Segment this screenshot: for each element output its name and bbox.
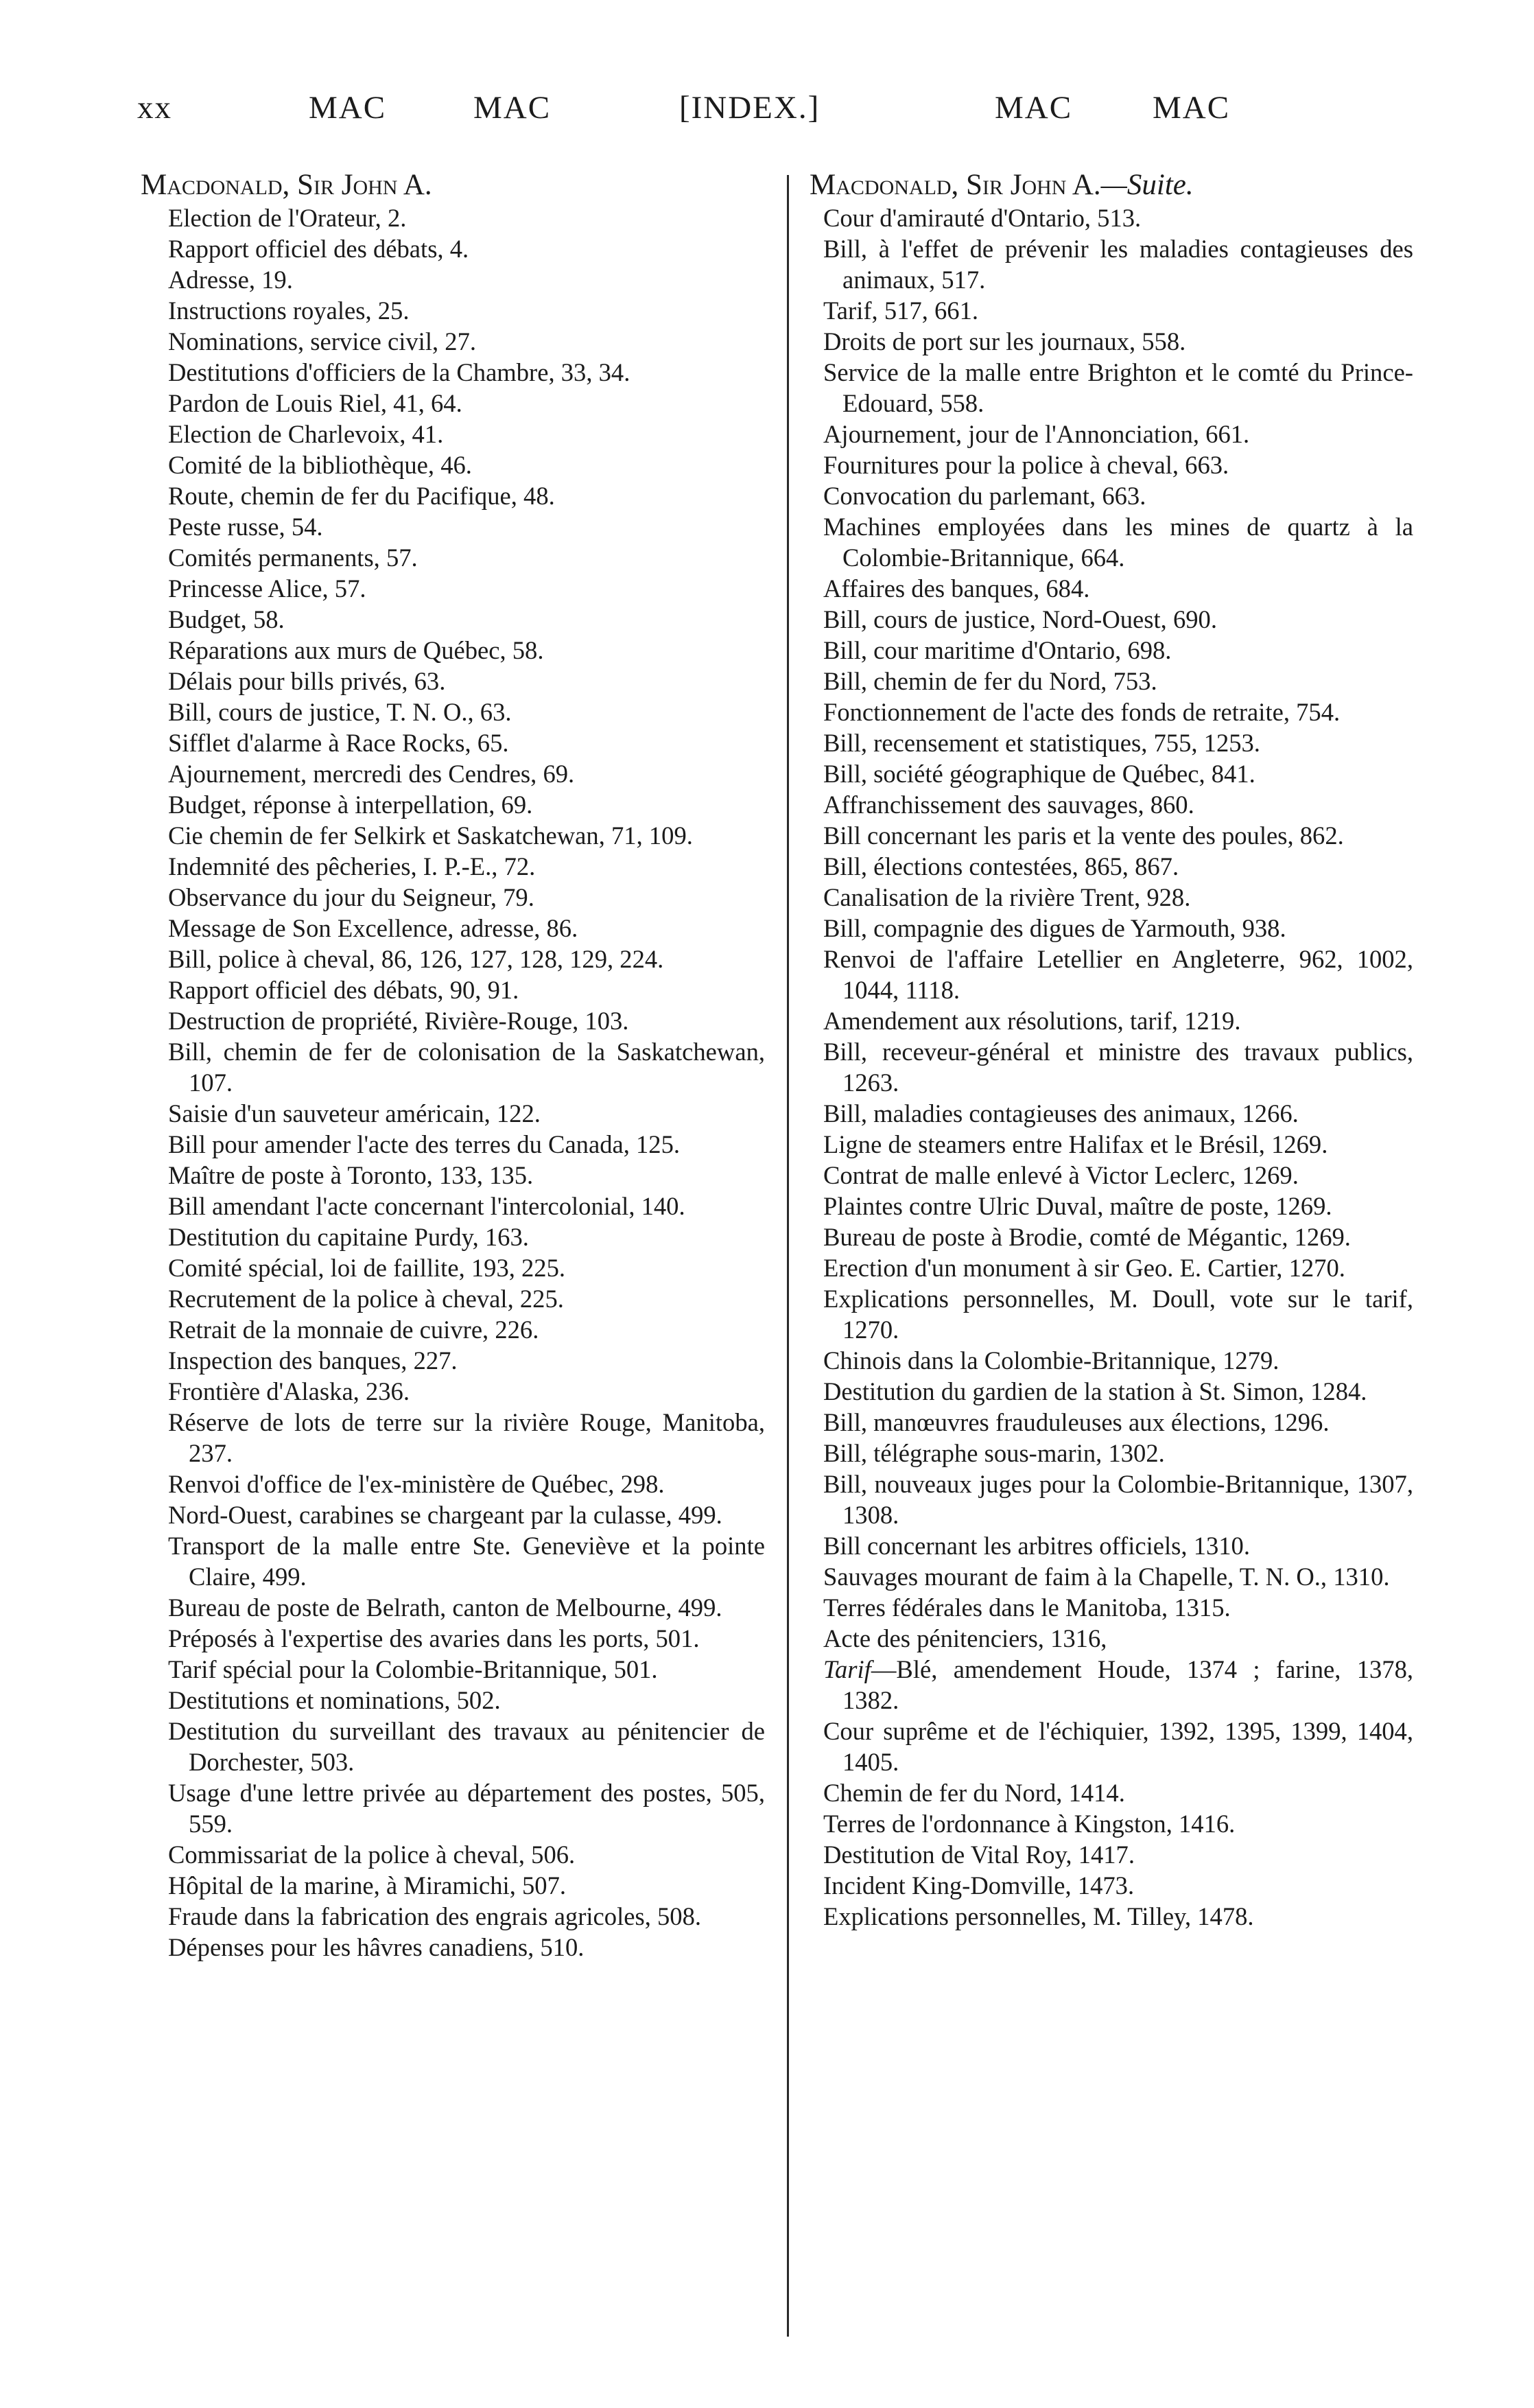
- right-entry-list: [810, 202, 1413, 1932]
- index-entry: Amendement aux résolutions, tarif, 1219.: [823, 1007, 1241, 1035]
- index-entry: Bill, cours de justice, Nord-Ouest, 690.: [823, 605, 1217, 633]
- index-entry: Inspection des banques, 227.: [168, 1346, 458, 1375]
- index-entry: Bill, élections contestées, 865, 867.: [823, 852, 1179, 880]
- index-entry: Fonctionnement de l'acte des fonds de retraite, 754.: [823, 698, 1341, 726]
- index-entry: Bill, police à cheval, 86, 126, 127, 128, 129, 224.: [168, 945, 664, 973]
- index-entry: Bill, manœuvres frauduleuses aux élections, 1296.: [823, 1408, 1330, 1436]
- index-entry: Contrat de malle enlevé à Victor Leclerc, 1269.: [823, 1161, 1299, 1189]
- column-divider: [787, 175, 789, 2337]
- index-entry: Usage d'une lettre privée au département des postes, 505, 559.: [168, 1779, 765, 1838]
- index-label: [INDEX.]: [679, 90, 821, 126]
- page-number: xx: [137, 90, 172, 126]
- index-entry: Saisie d'un sauveteur américain, 122.: [168, 1099, 541, 1127]
- index-entry: Commissariat de la police à cheval, 506.: [168, 1840, 576, 1869]
- index-entry: Destitution de Vital Roy, 1417.: [823, 1840, 1135, 1869]
- index-entry: Bill, cour maritime d'Ontario, 698.: [823, 636, 1172, 664]
- index-entry: Budget, réponse à interpellation, 69.: [168, 791, 533, 819]
- index-entry: Bill, recensement et statistiques, 755, 1253.: [823, 729, 1260, 757]
- index-entry: Recrutement de la police à cheval, 225.: [168, 1285, 564, 1313]
- right-column: [810, 168, 1413, 2337]
- index-entry: Renvoi d'office de l'ex-ministère de Québec, 298.: [168, 1470, 665, 1498]
- catchword-left-2: MAC: [473, 90, 552, 126]
- catchword-right-2: MAC: [1153, 90, 1231, 126]
- index-entry: Bill concernant les paris et la vente des poules, 862.: [823, 821, 1344, 850]
- index-entry: Convocation du parlemant, 663.: [823, 482, 1146, 510]
- index-entry: Destruction de propriété, Rivière-Rouge, 103.: [168, 1007, 629, 1035]
- index-entry: Bill, société géographique de Québec, 841.: [823, 760, 1255, 788]
- index-entry: Canalisation de la rivière Trent, 928.: [823, 883, 1191, 911]
- index-entry: Sifflet d'alarme à Race Rocks, 65.: [168, 729, 509, 757]
- index-entry: Dépenses pour les hâvres canadiens, 510.: [168, 1933, 585, 1961]
- index-entry: Destitutions et nominations, 502.: [168, 1686, 501, 1714]
- index-entry: Destitution du surveillant des travaux au pénitencier de Dorchester, 503.: [168, 1717, 765, 1776]
- index-entry: Fraude dans la fabrication des engrais agricoles, 508.: [168, 1902, 702, 1930]
- index-entry: Observance du jour du Seigneur, 79.: [168, 883, 534, 911]
- index-entry: Budget, 58.: [168, 605, 285, 633]
- index-entry: Préposés à l'expertise des avaries dans les ports, 501.: [168, 1624, 700, 1652]
- index-entry: Election de Charlevoix, 41.: [168, 420, 444, 448]
- index-entry: Tarif spécial pour la Colombie-Britannique, 501.: [168, 1655, 658, 1683]
- index-entry: Service de la malle entre Brighton et le comté du Prince-Edouard, 558.: [823, 358, 1413, 417]
- index-entry: Incident King-Domville, 1473.: [823, 1871, 1135, 1899]
- index-entry: Frontière d'Alaska, 236.: [168, 1377, 410, 1405]
- index-entry: Bureau de poste de Belrath, canton de Melbourne, 499.: [168, 1593, 722, 1622]
- index-entry: Acte des pénitenciers, 1316,: [823, 1624, 1107, 1652]
- index-entry: Destitution du capitaine Purdy, 163.: [168, 1223, 529, 1251]
- index-entry: Comité de la bibliothèque, 46.: [168, 451, 472, 479]
- index-entry: Bill concernant les arbitres officiels, 1310.: [823, 1532, 1250, 1560]
- index-entry: Princesse Alice, 57.: [168, 574, 366, 603]
- catchword-left-1: MAC: [309, 90, 387, 126]
- index-entry: Pardon de Louis Riel, 41, 64.: [168, 389, 462, 417]
- index-entry: Affaires des banques, 684.: [823, 574, 1090, 603]
- index-entry: Rapport officiel des débats, 4.: [168, 235, 469, 263]
- index-entry: Nominations, service civil, 27.: [168, 327, 477, 355]
- index-entry: Ajournement, mercredi des Cendres, 69.: [168, 760, 575, 788]
- index-entry: Chemin de fer du Nord, 1414.: [823, 1779, 1125, 1807]
- index-entry: Retrait de la monnaie de cuivre, 226.: [168, 1316, 539, 1344]
- index-entry: Droits de port sur les journaux, 558.: [823, 327, 1186, 355]
- index-entry: Comités permanents, 57.: [168, 543, 418, 572]
- index-entry: Bill, cours de justice, T. N. O., 63.: [168, 698, 512, 726]
- index-entry: Bill, chemin de fer de colonisation de la Saskatchewan, 107.: [168, 1038, 765, 1097]
- index-entry: Explications personnelles, M. Doull, vote sur le tarif, 1270.: [823, 1285, 1413, 1344]
- index-entry: Affranchissement des sauvages, 860.: [823, 791, 1194, 819]
- index-entry: Machines employées dans les mines de quartz à la Colombie-Britannique, 664.: [823, 513, 1413, 572]
- index-entry: Plaintes contre Ulric Duval, maître de poste, 1269.: [823, 1192, 1332, 1220]
- index-entry: Maître de poste à Toronto, 133, 135.: [168, 1161, 534, 1189]
- index-entry: Bill amendant l'acte concernant l'intercolonial, 140.: [168, 1192, 685, 1220]
- index-entry: Erection d'un monument à sir Geo. E. Cartier, 1270.: [823, 1254, 1345, 1282]
- index-entry: Tarif—Blé, amendement Houde, 1374 ; farine, 1378, 1382.: [823, 1655, 1413, 1714]
- index-entry: Bill, nouveaux juges pour la Colombie-Britannique, 1307, 1308.: [823, 1470, 1413, 1529]
- left-entry-list: [141, 202, 765, 1963]
- index-entry: Bill, receveur-général et ministre des travaux publics, 1263.: [823, 1038, 1413, 1097]
- index-entry: Fournitures pour la police à cheval, 663.: [823, 451, 1229, 479]
- index-entry: Route, chemin de fer du Pacifique, 48.: [168, 482, 555, 510]
- index-entry: Hôpital de la marine, à Miramichi, 507.: [168, 1871, 566, 1899]
- catchword-right-1: MAC: [995, 90, 1073, 126]
- index-entry: Peste russe, 54.: [168, 513, 323, 541]
- index-entry: Indemnité des pêcheries, I. P.-E., 72.: [168, 852, 536, 880]
- right-column-heading: Macdonald, Sir John A.—Suite.: [810, 169, 1194, 201]
- index-entry: Explications personnelles, M. Tilley, 1478.: [823, 1902, 1254, 1930]
- index-entry: Chinois dans la Colombie-Britannique, 1279.: [823, 1346, 1279, 1375]
- index-entry: Bill, chemin de fer du Nord, 753.: [823, 667, 1157, 695]
- index-entry: Election de l'Orateur, 2.: [168, 204, 407, 232]
- index-entry: Terres de l'ordonnance à Kingston, 1416.: [823, 1810, 1236, 1838]
- index-entry: Bureau de poste à Brodie, comté de Mégantic, 1269.: [823, 1223, 1351, 1251]
- index-entry: Tarif, 517, 661.: [823, 296, 979, 325]
- index-entry: Réserve de lots de terre sur la rivière Rouge, Manitoba, 237.: [168, 1408, 765, 1467]
- index-entry: Ajournement, jour de l'Annonciation, 661.: [823, 420, 1250, 448]
- index-entry: Cour suprême et de l'échiquier, 1392, 1395, 1399, 1404, 1405.: [823, 1717, 1413, 1776]
- index-entry: Transport de la malle entre Ste. Geneviève et la pointe Claire, 499.: [168, 1532, 765, 1591]
- index-entry: Comité spécial, loi de faillite, 193, 225.: [168, 1254, 566, 1282]
- index-entry: Réparations aux murs de Québec, 58.: [168, 636, 544, 664]
- left-column: [141, 168, 765, 2337]
- index-entry: Message de Son Excellence, adresse, 86.: [168, 914, 578, 942]
- index-entry: Adresse, 19.: [168, 266, 293, 294]
- index-entry: Rapport officiel des débats, 90, 91.: [168, 976, 519, 1004]
- index-entry: Sauvages mourant de faim à la Chapelle, T. N. O., 1310.: [823, 1563, 1390, 1591]
- index-entry: Bill, à l'effet de prévenir les maladies contagieuses des animaux, 517.: [823, 235, 1413, 294]
- index-entry: Destitution du gardien de la station à St. Simon, 1284.: [823, 1377, 1367, 1405]
- index-entry: Bill pour amender l'acte des terres du Canada, 125.: [168, 1130, 681, 1158]
- running-head: [137, 89, 1249, 137]
- index-entry: Bill, télégraphe sous-marin, 1302.: [823, 1439, 1165, 1467]
- index-entry: Renvoi de l'affaire Letellier en Angleterre, 962, 1002, 1044, 1118.: [823, 945, 1413, 1004]
- left-column-heading: Macdonald, Sir John A.: [141, 169, 432, 201]
- index-entry: Destitutions d'officiers de la Chambre, 33, 34.: [168, 358, 630, 386]
- index-entry: Terres fédérales dans le Manitoba, 1315.: [823, 1593, 1231, 1622]
- index-entry: Instructions royales, 25.: [168, 296, 410, 325]
- index-entry: Nord-Ouest, carabines se chargeant par la culasse, 499.: [168, 1501, 722, 1529]
- index-entry: Délais pour bills privés, 63.: [168, 667, 446, 695]
- index-entry: Cour d'amirauté d'Ontario, 513.: [823, 204, 1142, 232]
- index-entry: Bill, compagnie des digues de Yarmouth, 938.: [823, 914, 1286, 942]
- index-entry: Ligne de steamers entre Halifax et le Brésil, 1269.: [823, 1130, 1328, 1158]
- index-entry: Bill, maladies contagieuses des animaux, 1266.: [823, 1099, 1299, 1127]
- index-entry: Cie chemin de fer Selkirk et Saskatchewan, 71, 109.: [168, 821, 693, 850]
